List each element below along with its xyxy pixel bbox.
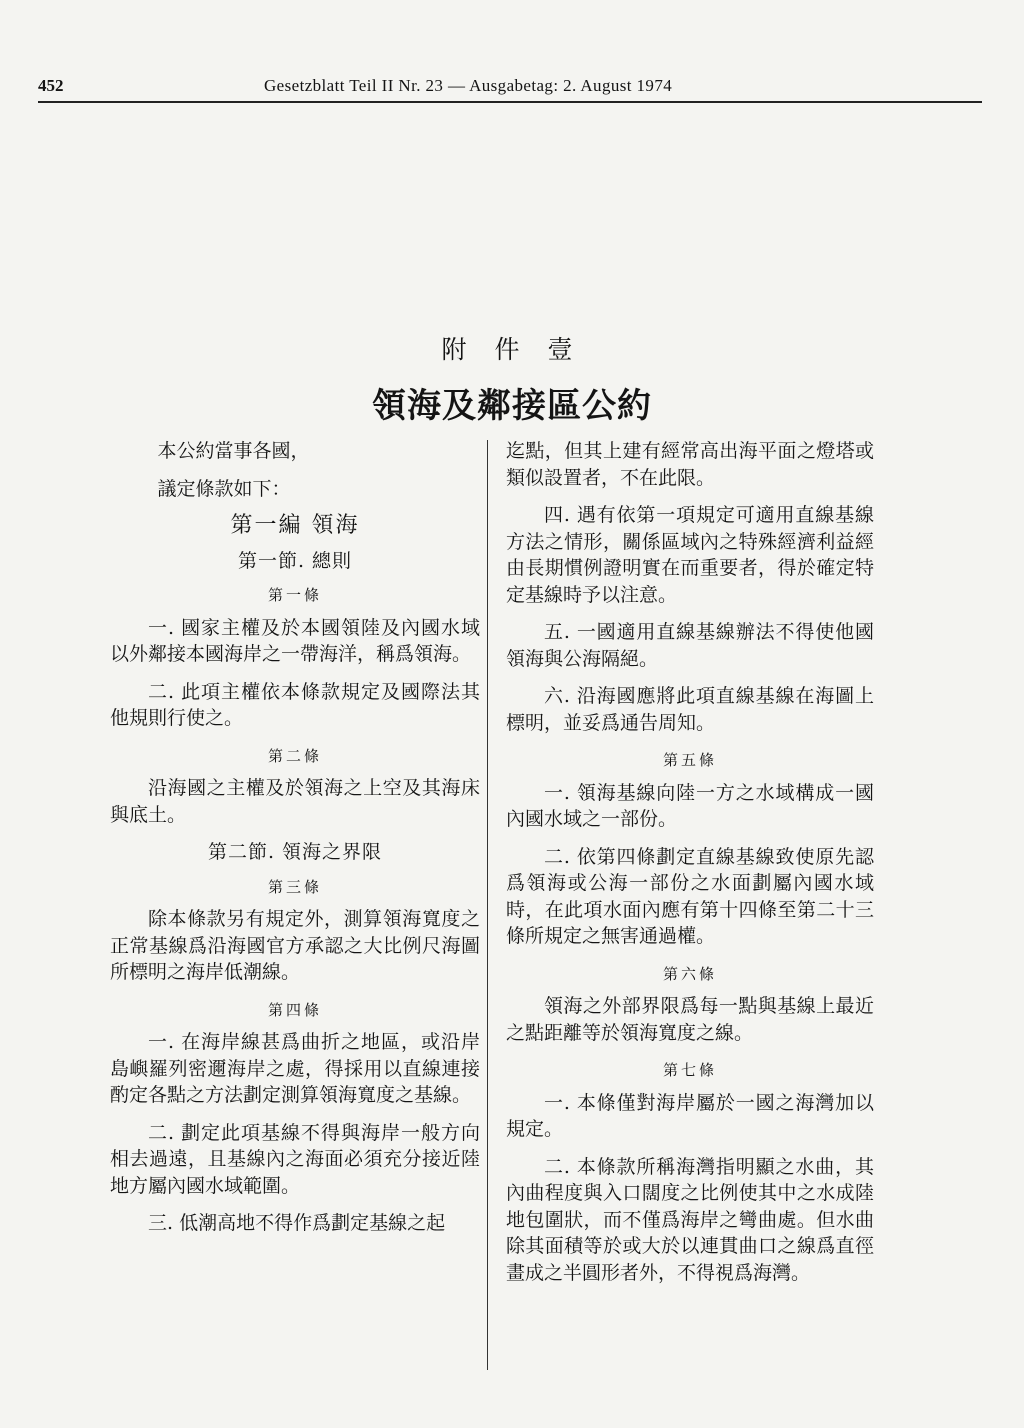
paragraph: 一. 本條僅對海岸屬於一國之海灣加以規定。 (506, 1091, 874, 1140)
column-divider (487, 440, 488, 1370)
paragraph: 二. 劃定此項基線不得與海岸一般方向相去過遠，且基線內之海面必須充分接近陸地方屬內國水域範圍。 (110, 1121, 480, 1197)
part-heading: 第一編 領海 (230, 513, 360, 538)
section-heading: 第一節. 總則 (237, 549, 353, 572)
paragraph: 沿海國之主權及於領海之上空及其海床與底土。 (110, 777, 480, 826)
paragraph: 三. 低潮高地不得作爲劃定基線之起 (148, 1212, 446, 1234)
article-heading: 第三條 (267, 877, 322, 896)
right-column (506, 438, 874, 1297)
paragraph: 迄點，但其上建有經常高出海平面之燈塔或類似設置者，不在此限。 (506, 440, 874, 489)
document-title: 領海及鄰接區公約 (372, 386, 652, 426)
paragraph: 二. 此項主權依本條款規定及國際法其他規則行使之。 (110, 680, 480, 729)
paragraph: 一. 國家主權及於本國領陸及內國水域以外鄰接本國海岸之一帶海洋，稱爲領海。 (110, 616, 480, 665)
running-title: Gesetzblatt Teil II Nr. 23 — Ausgabetag: 2. August 1974 (264, 76, 673, 95)
paragraph: 二. 本條款所稱海灣指明顯之水曲，其內曲程度與入口闊度之比例使其中之水成陸地包圍狀，而不僅爲海岸之彎曲處。但水曲除其面積等於或大於以連貫曲口之線爲直徑畫成之半圓形者外，不得視爲海灣。 (506, 1155, 874, 1284)
preamble-line: 本公約當事各國， (157, 440, 310, 462)
paragraph: 一. 領海基線向陸一方之水域構成一國內國水域之一部份。 (506, 781, 874, 830)
section-heading: 第二節. 領海之界限 (207, 841, 383, 863)
left-column (110, 438, 480, 1248)
article-heading: 第六條 (662, 964, 717, 983)
paragraph: 五. 一國適用直線基線辦法不得使他國領海與公海隔絕。 (506, 621, 874, 670)
paragraph: 六. 沿海國應將此項直線基線在海圖上標明，並妥爲通告周知。 (506, 685, 874, 734)
preamble-line: 議定條款如下： (157, 477, 291, 500)
header-rule (38, 101, 982, 103)
article-heading: 第一條 (267, 586, 322, 604)
paragraph: 四. 遇有依第一項規定可適用直線基線方法之情形，關係區域內之特殊經濟利益經由長期慣例證明實在而重要者，得於確定特定基線時予以注意。 (506, 504, 874, 606)
paragraph: 二. 依第四條劃定直線基線致使原先認爲領海或公海一部份之水面劃屬內國水域時，在此項水面內應有第十四條至第二十三條所規定之無害通過權。 (506, 845, 874, 947)
paragraph: 除本條款另有規定外，測算領海寬度之正常基線爲沿海國官方承認之大比例尺海圖所標明之海岸低潮線。 (110, 908, 480, 983)
article-heading: 第五條 (662, 751, 717, 769)
running-header (38, 72, 982, 102)
article-heading: 第二條 (267, 746, 322, 765)
page-number: 452 (38, 76, 64, 95)
article-heading: 第七條 (662, 1061, 717, 1079)
annex-label: 附 件 壹 (441, 335, 583, 364)
article-heading: 第四條 (267, 1000, 322, 1019)
paragraph: 領海之外部界限爲每一點與基線上最近之點距離等於領海寬度之線。 (506, 995, 874, 1044)
paragraph: 一. 在海岸線甚爲曲折之地區，或沿岸島嶼羅列密邇海岸之處，得採用以直線連接酌定各點之方法劃定測算領海寬度之基線。 (110, 1031, 480, 1106)
